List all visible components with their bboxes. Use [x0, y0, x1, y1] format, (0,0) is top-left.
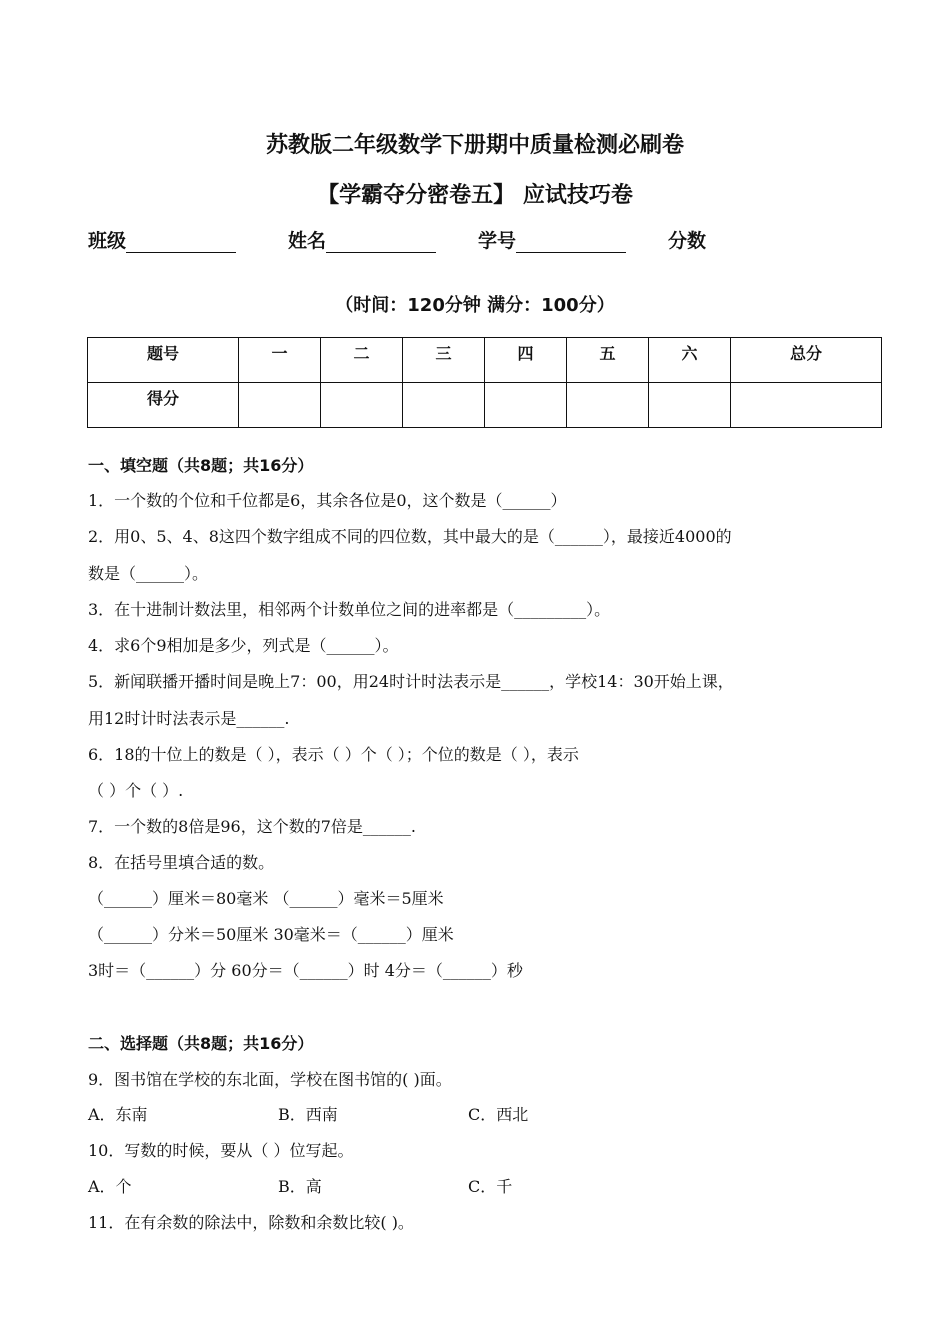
- score-header-cell: 二: [320, 338, 402, 383]
- question-line: 3．在十进制计数法里，相邻两个计数单位之间的进率都是（_________）。: [88, 600, 611, 619]
- option-a[interactable]: A．个: [88, 1177, 132, 1196]
- question-line: （______）厘米＝80毫米 （______）毫米＝5厘米: [88, 889, 444, 908]
- score-cell[interactable]: [648, 383, 730, 428]
- question-line: 5．新闻联播开播时间是晚上7：00，用24时计时法表示是______，学校14：30开始上课，: [88, 672, 734, 691]
- question-line: （______）分米＝50厘米 30毫米＝（______）厘米: [88, 925, 454, 944]
- question-line: 6．18的十位上的数是（ ），表示（ ）个（ ）；个位的数是（ ），表示: [88, 745, 579, 764]
- question-line: 8．在括号里填合适的数。: [88, 853, 275, 872]
- score-table-header-row: [88, 338, 882, 383]
- question-11: 11．在有余数的除法中，除数和余数比较( )。: [88, 1213, 414, 1232]
- score-cell[interactable]: [320, 383, 402, 428]
- question-line: 2．用0、5、4、8这四个数字组成不同的四位数，其中最大的是（______），最接近4000的: [88, 527, 732, 546]
- option-c[interactable]: C．千: [468, 1177, 513, 1196]
- question-line: 数是（______）。: [88, 564, 209, 583]
- exam-subtitle: 【学霸夺分密卷五】 应试技巧卷: [317, 183, 633, 208]
- score-header-cell: 五: [566, 338, 648, 383]
- question-10: 10．写数的时候，要从（ ）位写起。: [88, 1141, 354, 1160]
- class-label: 班级: [88, 230, 127, 252]
- score-cell[interactable]: [238, 383, 320, 428]
- option-a[interactable]: A．东南: [88, 1105, 148, 1124]
- score-row-label: 得分: [88, 383, 239, 428]
- question-line: （ ）个（ ）.: [88, 781, 184, 800]
- score-table: [87, 337, 882, 428]
- score-table-row: [88, 383, 882, 428]
- question-line: 4．求6个9相加是多少，列式是（______）。: [88, 636, 399, 655]
- name-field[interactable]: [288, 226, 436, 253]
- name-label: 姓名: [288, 230, 327, 252]
- time-info: （时间：120分钟 满分：100分）: [335, 295, 615, 316]
- score-cell[interactable]: [730, 383, 881, 428]
- score-header-cell: 总分: [730, 338, 881, 383]
- option-c[interactable]: C．西北: [468, 1105, 529, 1124]
- class-field[interactable]: [88, 226, 236, 253]
- score-header-cell: 一: [238, 338, 320, 383]
- question-line: 用12时计时法表示是______.: [88, 709, 290, 728]
- score-header-cell: 六: [648, 338, 730, 383]
- exam-title: 苏教版二年级数学下册期中质量检测必刷卷: [265, 133, 684, 158]
- section1-title: 一、填空题（共8题；共16分）: [88, 456, 314, 475]
- id-label: 学号: [478, 230, 517, 252]
- score-cell[interactable]: [566, 383, 648, 428]
- score-cell[interactable]: [402, 383, 484, 428]
- option-b[interactable]: B．高: [278, 1177, 322, 1196]
- id-field[interactable]: [478, 226, 626, 253]
- question-line: 7．一个数的8倍是96，这个数的7倍是______.: [88, 817, 416, 836]
- score-header-cell: 三: [402, 338, 484, 383]
- question-line: 1．一个数的个位和千位都是6，其余各位是0，这个数是（______）: [88, 491, 567, 510]
- score-cell[interactable]: [484, 383, 566, 428]
- option-b[interactable]: B．西南: [278, 1105, 338, 1124]
- section2-title: 二、选择题（共8题；共16分）: [88, 1034, 314, 1053]
- score-header-cell: 题号: [88, 338, 239, 383]
- score-label: 分数: [668, 230, 707, 252]
- question-9: 9．图书馆在学校的东北面，学校在图书馆的( )面。: [88, 1070, 452, 1089]
- score-header-cell: 四: [484, 338, 566, 383]
- question-line: 3时＝（______）分 60分＝（______）时 4分＝（______）秒: [88, 961, 523, 980]
